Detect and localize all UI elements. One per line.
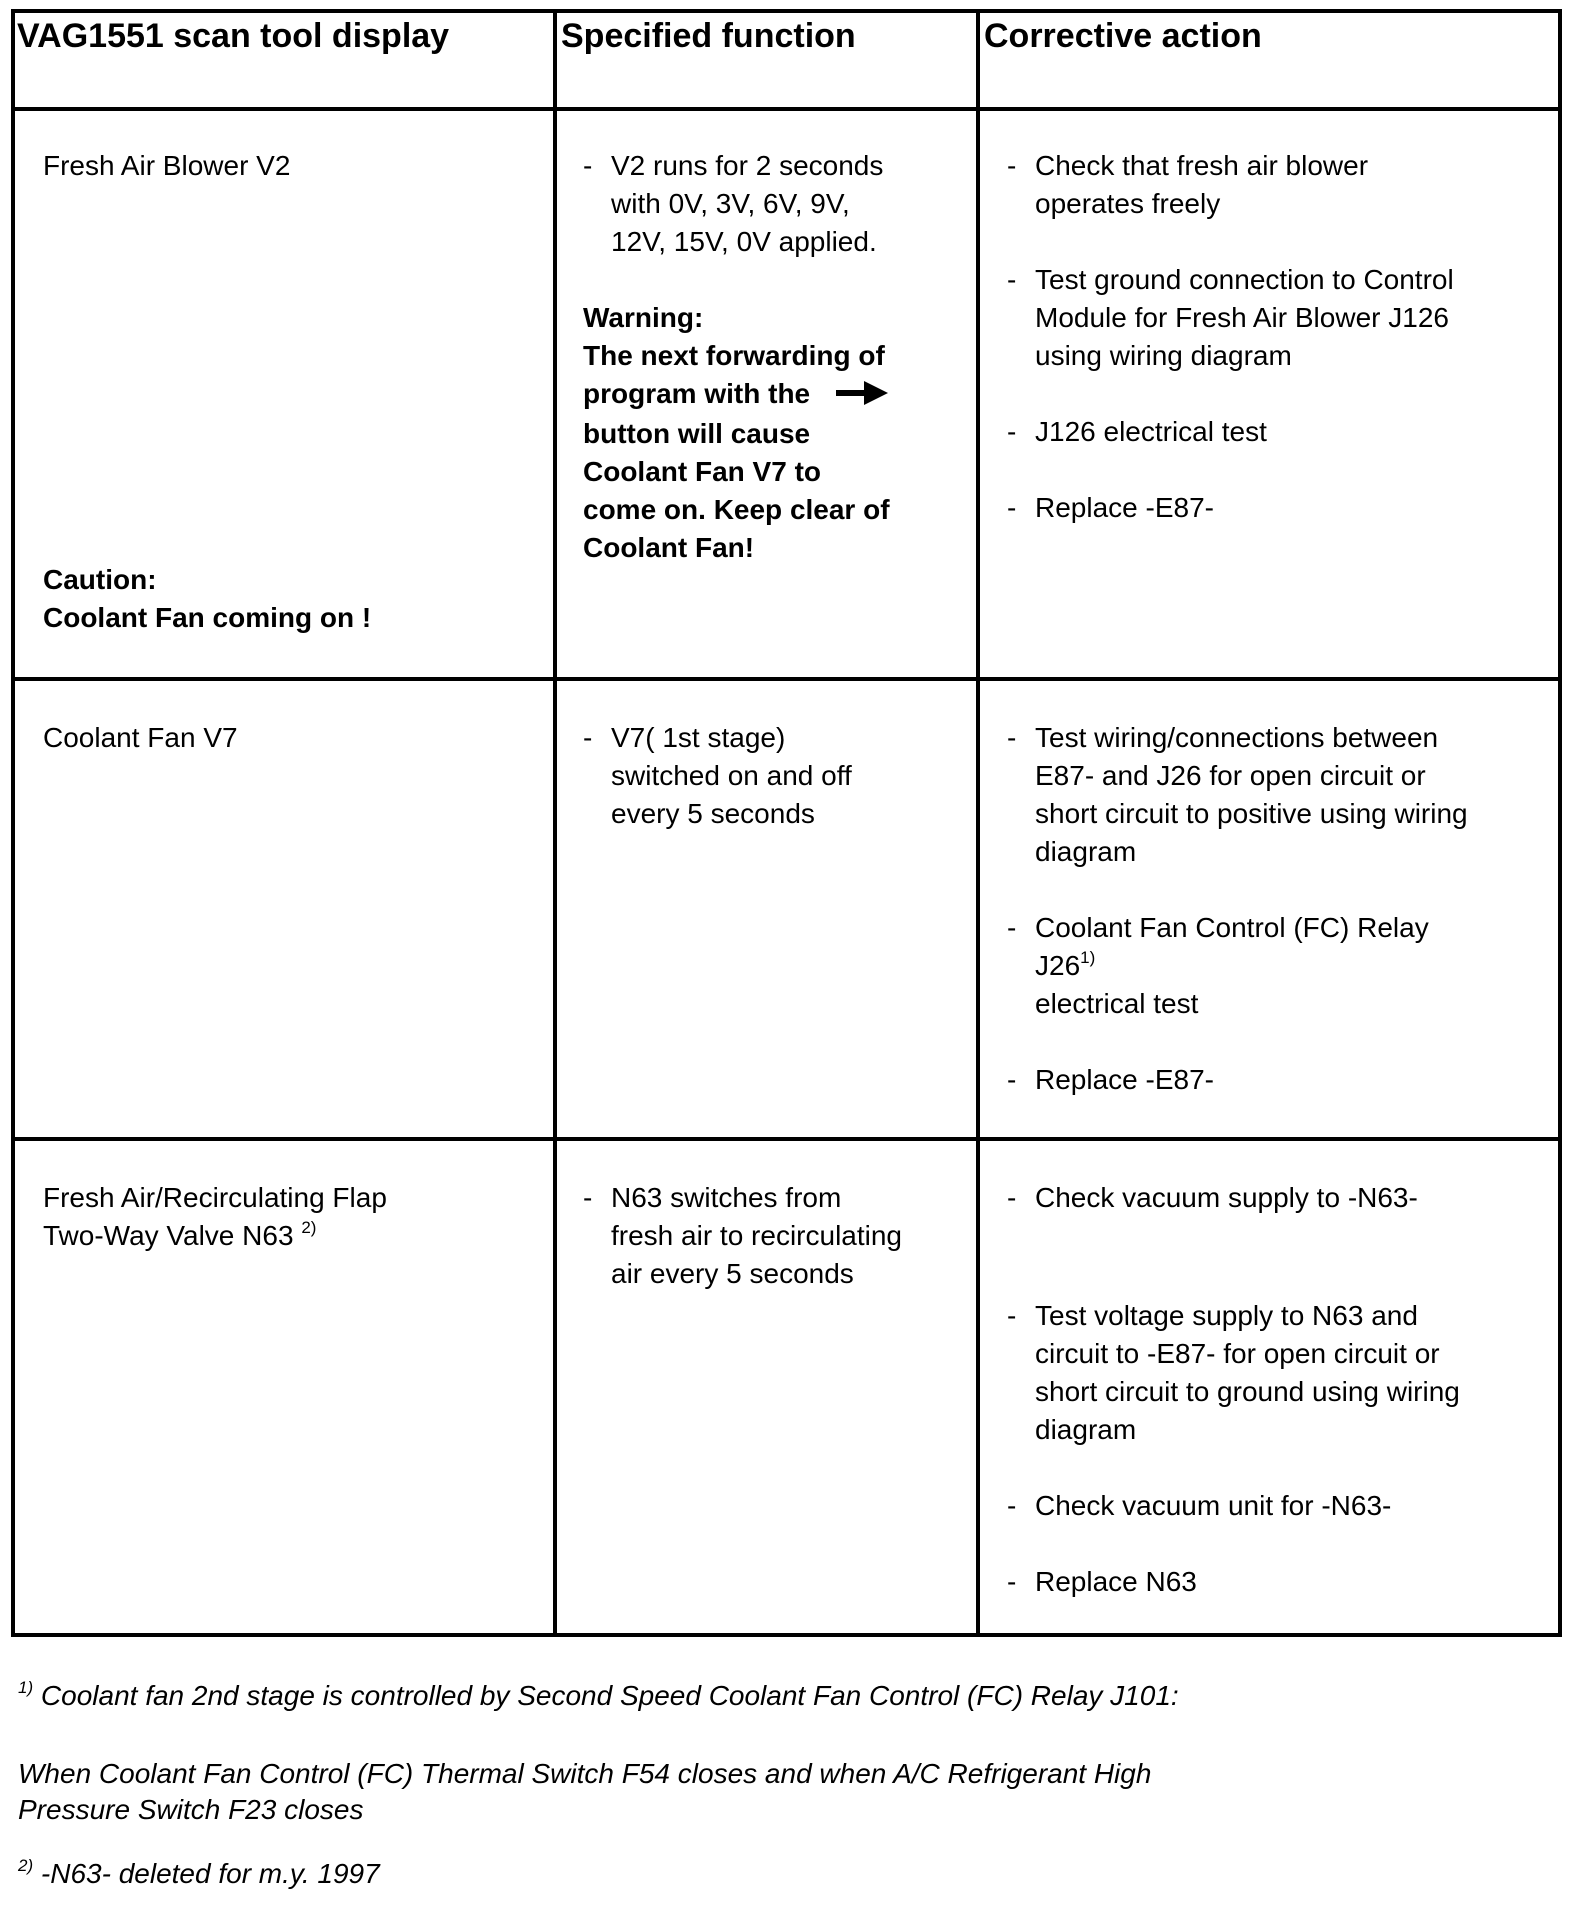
right-arrow-icon xyxy=(836,377,888,415)
action-line: - Test wiring/connections between xyxy=(1035,722,1439,753)
action-line: short circuit to ground using wiring xyxy=(1035,1376,1460,1407)
column2-divider xyxy=(976,13,980,1633)
row2-function xyxy=(583,719,852,833)
action-line: Module for Fresh Air Blower J126 xyxy=(1035,302,1449,333)
column1-divider xyxy=(553,13,557,1633)
action-line: diagram xyxy=(1035,836,1137,867)
function-line: - N63 switches from xyxy=(611,1182,842,1213)
action-line: - Test ground connection to Control xyxy=(1035,264,1454,295)
action-line xyxy=(1035,947,1468,985)
warning-line: Coolant Fan V7 to xyxy=(583,455,821,487)
header-corrective-action: Corrective action xyxy=(984,17,1262,55)
header-divider xyxy=(15,107,1558,111)
row1-function xyxy=(583,147,890,567)
row3-actions xyxy=(1007,1179,1460,1601)
action-item xyxy=(1007,719,1468,871)
action-item xyxy=(1007,1061,1468,1099)
footnote-2-text: -N63- deleted for m.y. 1997 xyxy=(40,1858,380,1889)
action-line: circuit to -E87- for open circuit or xyxy=(1035,1338,1440,1369)
warning-line-with-arrow xyxy=(583,375,890,415)
row1-function-item xyxy=(583,147,890,261)
footnote-2 xyxy=(18,1856,380,1892)
row1-caution xyxy=(43,561,371,637)
warning-line: program with the xyxy=(583,378,811,409)
function-line: - V2 runs for 2 seconds xyxy=(611,150,884,181)
action-line: using wiring diagram xyxy=(1035,340,1292,371)
function-line: air every 5 seconds xyxy=(611,1258,854,1289)
footnote-ref-1: 1) xyxy=(1080,948,1096,967)
function-line: fresh air to recirculating xyxy=(611,1220,903,1251)
warning-line: The next forwarding of xyxy=(583,340,885,371)
action-line: - Coolant Fan Control (FC) Relay xyxy=(1035,912,1429,943)
action-item xyxy=(1007,413,1454,451)
diagnostic-table xyxy=(11,9,1562,1637)
function-line: - V7( 1st stage) xyxy=(611,722,786,753)
header-specified-function: Specified function xyxy=(561,17,856,55)
row3-display-line1: Fresh Air/Recirculating Flap xyxy=(43,1182,387,1213)
action-line: - Replace -E87- xyxy=(1035,492,1214,523)
row3-function xyxy=(583,1179,902,1293)
header-scan-tool-display: VAG1551 scan tool display xyxy=(17,17,450,55)
function-line: with 0V, 3V, 6V, 9V, xyxy=(611,188,850,219)
row1-divider xyxy=(15,677,1558,681)
relay-id: J26 xyxy=(1035,950,1081,981)
action-line: - J126 electrical test xyxy=(1035,416,1267,447)
footnote-1-line: When Coolant Fan Control (FC) Thermal Switch F54 closes and when A/C Refrigerant High xyxy=(18,1758,1152,1789)
footnote-ref-2: 2) xyxy=(301,1218,317,1237)
action-line: - Check that fresh air blower xyxy=(1035,150,1369,181)
warning-line: come on. Keep clear of xyxy=(583,493,890,525)
warning-line: Coolant Fan! xyxy=(583,531,755,563)
footnote-1 xyxy=(18,1678,1179,1714)
row2-display xyxy=(43,719,238,757)
row1-caution-text: Coolant Fan coming on ! xyxy=(43,602,372,633)
row2-divider xyxy=(15,1137,1558,1141)
warning-label: Warning: xyxy=(583,302,704,333)
action-line: E87- and J26 for open circuit or xyxy=(1035,760,1426,791)
action-line: - Replace N63 xyxy=(1035,1566,1197,1597)
action-line: electrical test xyxy=(1035,988,1199,1019)
footnote-mark-2: 2) xyxy=(18,1856,34,1875)
row3-display-line2 xyxy=(43,1217,387,1255)
row2-function-item xyxy=(583,719,852,833)
function-line: 12V, 15V, 0V applied. xyxy=(611,226,877,257)
action-item xyxy=(1007,147,1454,223)
action-item xyxy=(1007,1297,1460,1449)
row1-actions xyxy=(1007,147,1454,527)
action-item xyxy=(1007,489,1454,527)
row2-actions xyxy=(1007,719,1468,1099)
row2-display-title: Coolant Fan V7 xyxy=(43,722,238,753)
action-line: short circuit to positive using wiring xyxy=(1035,798,1468,829)
row1-display xyxy=(43,147,290,185)
function-line: every 5 seconds xyxy=(611,798,815,829)
footnote-1-line: Pressure Switch F23 closes xyxy=(18,1794,364,1825)
action-item xyxy=(1007,1179,1460,1217)
row3-function-item xyxy=(583,1179,902,1293)
action-line: - Test voltage supply to N63 and xyxy=(1035,1300,1418,1331)
action-line: - Check vacuum unit for -N63- xyxy=(1035,1490,1392,1521)
row1-warning xyxy=(583,299,890,567)
warning-line: button will cause xyxy=(583,417,811,449)
action-line: - Check vacuum supply to -N63- xyxy=(1035,1182,1418,1213)
footnote-1-continuation xyxy=(18,1756,1151,1828)
row1-caution-label: Caution: xyxy=(43,564,157,595)
footnote-mark-1: 1) xyxy=(18,1678,34,1697)
function-line: switched on and off xyxy=(611,760,852,791)
action-item xyxy=(1007,1563,1460,1601)
action-line: diagram xyxy=(1035,1414,1137,1445)
row1-display-title: Fresh Air Blower V2 xyxy=(43,150,291,181)
action-item xyxy=(1007,909,1468,1023)
action-item xyxy=(1007,261,1454,375)
action-item xyxy=(1007,1487,1460,1525)
footnote-1-text: Coolant fan 2nd stage is controlled by Second Speed Coolant Fan Control (FC) Relay J101: xyxy=(40,1680,1179,1711)
valve-label: Two-Way Valve N63 xyxy=(43,1220,294,1251)
action-line: operates freely xyxy=(1035,188,1221,219)
row3-display xyxy=(43,1179,387,1255)
action-line: - Replace -E87- xyxy=(1035,1064,1214,1095)
